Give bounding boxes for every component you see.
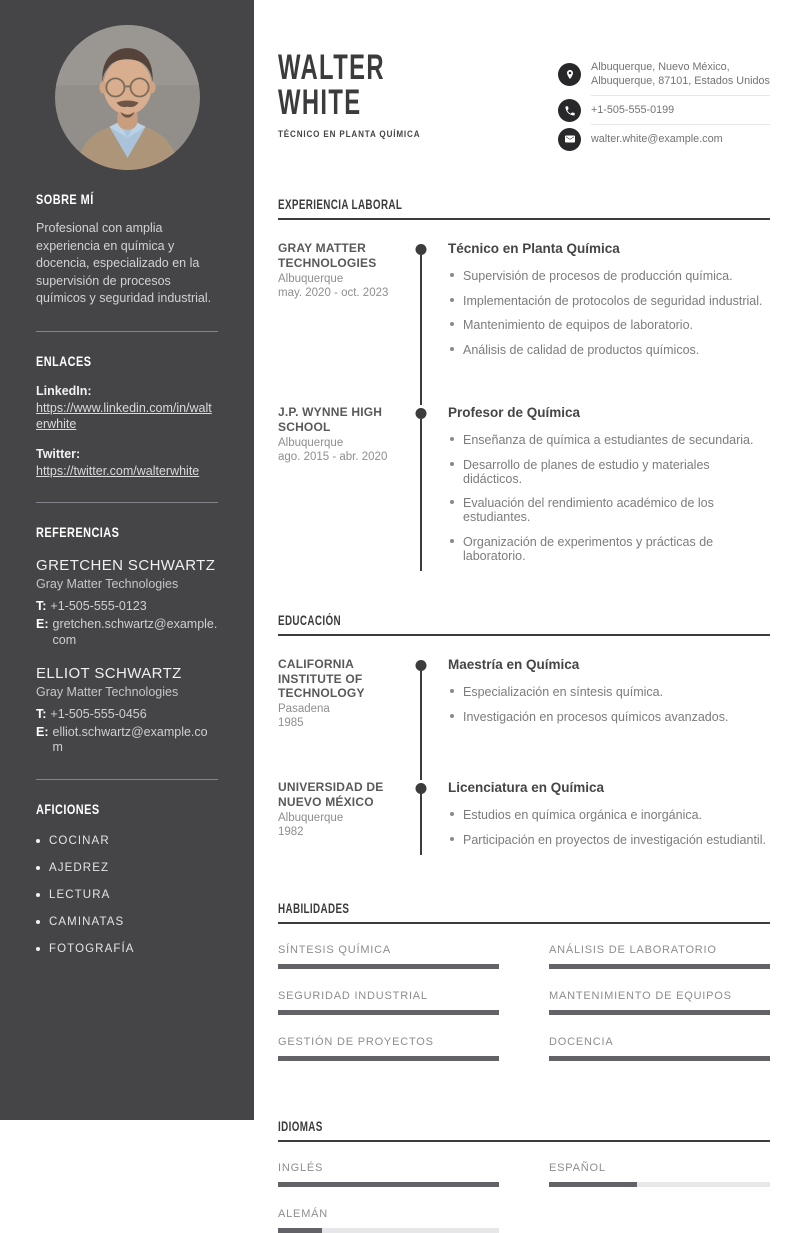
timeline-dot [416, 783, 427, 794]
bullet-icon [450, 714, 454, 718]
language-bar [549, 1182, 770, 1187]
entry-bullets [436, 808, 770, 847]
bullet-item [450, 269, 770, 283]
entry-content [436, 241, 770, 367]
hobby-label: COCINAR [49, 835, 110, 847]
bullet-text: Investigación en procesos químicos avanzados. [463, 709, 729, 724]
languages-grid [278, 1162, 770, 1233]
reference-phone: +1-505-555-0456 [50, 707, 147, 722]
entry-company: GRAY MATTER TECHNOLOGIES [278, 241, 377, 270]
bullet-icon [450, 812, 454, 816]
envelope-icon [558, 128, 581, 151]
entry-content [436, 405, 770, 573]
bullet-text: Evaluación del rendimiento académico de los estudiantes. [463, 496, 714, 525]
skill-bar-fill [278, 1056, 499, 1061]
location-line1: Albuquerque, Nuevo México, [591, 61, 730, 73]
entry-bullets [436, 269, 770, 357]
language-bar [278, 1228, 499, 1233]
timeline-line [420, 249, 422, 405]
job-title-text: TÉCNICO EN PLANTA QUÍMICA [278, 129, 421, 140]
bullet-text: Enseñanza de química a estudiantes de secundaria. [463, 433, 754, 448]
twitter-link[interactable]: https://twitter.com/walterwhite [36, 464, 200, 478]
reference-phone: +1-505-555-0123 [50, 599, 147, 614]
bullet-icon [450, 437, 454, 441]
link-item-linkedin [36, 384, 218, 433]
main-content [254, 0, 794, 1221]
entry-content [436, 657, 770, 734]
contact-location [591, 53, 770, 96]
languages-section [278, 1119, 770, 1233]
bullet-icon [450, 322, 454, 326]
bullet-icon [450, 298, 454, 302]
location-pin-icon [558, 63, 581, 86]
skill-item [278, 944, 499, 969]
links-title [36, 353, 218, 369]
entry-meta [278, 780, 406, 857]
language-bar-fill [278, 1228, 322, 1233]
bullet-item [450, 318, 770, 332]
contact-block [558, 53, 770, 153]
skill-bar-fill [278, 1010, 499, 1015]
bullet-item [450, 496, 770, 524]
language-label: INGLÉS [278, 1162, 324, 1175]
bullet-icon [450, 462, 454, 466]
skill-bar-fill [549, 1010, 770, 1015]
entry-meta [278, 241, 406, 367]
reference-phone-row [36, 599, 218, 615]
entry-degree: Licenciatura en Química [448, 780, 605, 796]
bullet-item [450, 685, 770, 699]
skill-label: DOCENCIA [549, 1036, 614, 1049]
experience-entries [278, 241, 770, 573]
education-title-text: EDUCACIÓN [278, 613, 341, 629]
bullet-item [450, 535, 770, 563]
timeline-dot [416, 660, 427, 671]
language-bar [278, 1182, 499, 1187]
experience-title [278, 197, 770, 212]
skill-label: GESTIÓN DE PROYECTOS [278, 1036, 434, 1049]
entry-dates: 1982 [278, 825, 304, 838]
education-section [278, 613, 770, 857]
bullet-icon [36, 920, 40, 924]
entry-school: UNIVERSIDAD DE NUEVO MÉXICO [278, 780, 384, 809]
about-text: Profesional con amplia experiencia en química y docencia, especializado en la supervisión de procesos químicos y seguridad industrial. [36, 221, 212, 305]
bullet-icon [450, 837, 454, 841]
skills-grid [278, 944, 770, 1061]
bullet-icon [450, 689, 454, 693]
profile-photo-illustration [55, 25, 200, 170]
language-label: ALEMÁN [278, 1208, 329, 1221]
timeline-dot [416, 244, 427, 255]
bullet-icon [450, 273, 454, 277]
skill-bar [278, 1056, 499, 1061]
link-item-twitter [36, 447, 218, 479]
bullet-icon [450, 500, 454, 504]
entry-role: Profesor de Química [448, 405, 581, 421]
skill-item [549, 944, 770, 969]
references-section [36, 524, 218, 756]
phone-label: T: [36, 599, 47, 614]
education-entry [278, 780, 770, 857]
entry-bullets [436, 685, 770, 724]
about-section [36, 191, 218, 308]
bullet-icon [36, 893, 40, 897]
education-entry [278, 657, 770, 780]
entry-role: Técnico en Planta Química [448, 241, 620, 257]
bullet-icon [36, 947, 40, 951]
timeline-dot [416, 408, 427, 419]
skill-label: ANÁLISIS DE LABORATORIO [549, 944, 717, 957]
timeline [406, 241, 436, 367]
timeline [406, 657, 436, 734]
reference-email-row [36, 617, 218, 648]
entry-location: Pasadena [278, 703, 330, 716]
language-item [278, 1162, 499, 1187]
location-line2: Albuquerque, 87101, Estados Unidos [591, 75, 770, 88]
language-label: ESPAÑOL [549, 1162, 606, 1175]
link-label: Twitter: [36, 447, 81, 461]
entry-content [436, 780, 770, 857]
hobby-label: LECTURA [49, 889, 111, 901]
language-bar-fill [278, 1182, 499, 1187]
reference-email-row [36, 725, 218, 756]
entry-dates: 1985 [278, 717, 304, 730]
links-title-text: ENLACES [36, 352, 92, 369]
sidebar-divider [36, 502, 218, 503]
references-title [36, 524, 218, 540]
timeline [406, 780, 436, 857]
experience-section [278, 197, 770, 573]
bullet-text: Estudios en química orgánica e inorgánica. [463, 808, 703, 823]
hobby-item [36, 889, 218, 901]
entry-bullets [436, 433, 770, 563]
hobby-label: CAMINATAS [49, 916, 125, 928]
sidebar-divider [36, 331, 218, 332]
hobbies-title-text: AFICIONES [36, 801, 100, 817]
phone-icon [558, 99, 581, 122]
email-label: E: [36, 616, 49, 631]
skill-item [278, 1036, 499, 1061]
bullet-text: Supervisión de procesos de producción química. [463, 269, 733, 284]
bullet-item [450, 833, 770, 847]
bullet-text: Implementación de protocolos de seguridad industrial. [463, 293, 763, 308]
languages-title-text: IDIOMAS [278, 1119, 323, 1135]
bullet-item [450, 710, 770, 724]
bullet-item [450, 343, 770, 357]
page-title [278, 50, 446, 120]
entry-company: J.P. WYNNE HIGH SCHOOL [278, 405, 383, 434]
bullet-text: Mantenimiento de equipos de laboratorio. [463, 318, 694, 333]
reference-email: elliot.schwartz@example.com [52, 724, 208, 755]
section-rule [278, 218, 770, 220]
skill-bar-fill [278, 964, 499, 969]
entry-dates: may. 2020 - oct. 2023 [278, 286, 389, 299]
education-title [278, 613, 770, 628]
skill-item [278, 990, 499, 1015]
references-title-text: REFERENCIAS [36, 524, 120, 541]
education-entries [278, 657, 770, 857]
hobby-label: FOTOGRAFÍA [49, 943, 135, 955]
contact-location-row [558, 53, 770, 96]
profile-photo [55, 25, 200, 170]
bullet-icon [450, 539, 454, 543]
entry-school: CALIFORNIA INSTITUTE OF TECHNOLOGY [278, 657, 365, 700]
entry-meta [278, 657, 406, 734]
experience-entry [278, 405, 770, 573]
bullet-icon [450, 347, 454, 351]
timeline-line [420, 788, 422, 855]
sidebar [0, 0, 254, 1120]
name-block [278, 50, 446, 153]
reference-name: ELLIOT SCHWARTZ [36, 665, 182, 683]
bullet-item [450, 458, 770, 486]
entry-degree: Maestría en Química [448, 657, 580, 673]
about-title [36, 191, 218, 207]
timeline [406, 405, 436, 573]
experience-title-text: EXPERIENCIA LABORAL [278, 197, 403, 213]
timeline-line [420, 665, 422, 780]
skill-label: MANTENIMIENTO DE EQUIPOS [549, 990, 732, 1003]
bullet-text: Participación en proyectos de investigación estudiantil. [463, 832, 766, 847]
contact-email: walter.white@example.com [591, 133, 723, 146]
entry-meta [278, 405, 406, 573]
skill-bar [549, 1056, 770, 1061]
skill-label: SÍNTESIS QUÍMICA [278, 944, 392, 957]
reference-name: GRETCHEN SCHWARTZ [36, 557, 216, 575]
bullet-text: Especialización en síntesis química. [463, 685, 664, 700]
bullet-icon [36, 839, 40, 843]
skill-bar [549, 964, 770, 969]
bullet-item [450, 294, 770, 308]
skill-item [549, 1036, 770, 1061]
skill-bar-fill [549, 964, 770, 969]
bullet-icon [36, 866, 40, 870]
reference-company: Gray Matter Technologies [36, 685, 179, 700]
entry-location: Albuquerque [278, 272, 344, 285]
skill-bar [549, 1010, 770, 1015]
entry-location: Albuquerque [278, 811, 344, 824]
hobby-item [36, 835, 218, 847]
skill-bar-fill [549, 1056, 770, 1061]
skill-bar [278, 1010, 499, 1015]
bullet-text: Desarrollo de planes de estudio y materiales didácticos. [463, 457, 710, 486]
section-rule [278, 634, 770, 636]
job-title [278, 129, 446, 140]
language-bar-fill [549, 1182, 637, 1187]
section-rule [278, 1140, 770, 1142]
about-title-text: SOBRE MÍ [36, 191, 94, 207]
first-name: WALTER [278, 48, 385, 87]
link-label: LinkedIn: [36, 383, 92, 398]
hobby-item [36, 916, 218, 928]
skills-title [278, 901, 770, 916]
links-section [36, 353, 218, 480]
hobby-label: AJEDREZ [49, 862, 110, 874]
timeline-line [420, 413, 422, 571]
contact-phone-row [558, 96, 770, 125]
contact-email-row [558, 125, 770, 153]
linkedin-link[interactable]: https://www.linkedin.com/in/walterwhite [36, 400, 212, 431]
reference-item [36, 665, 218, 756]
reference-item [36, 557, 218, 648]
hobbies-title [36, 801, 218, 817]
entry-dates: ago. 2015 - abr. 2020 [278, 450, 388, 463]
skills-title-text: HABILIDADES [278, 901, 350, 917]
skill-label: SEGURIDAD INDUSTRIAL [278, 990, 428, 1003]
languages-title [278, 1119, 770, 1134]
email-label: E: [36, 724, 49, 739]
last-name: WHITE [278, 83, 362, 122]
entry-location: Albuquerque [278, 436, 344, 449]
hobbies-list [36, 835, 218, 955]
hobby-item [36, 943, 218, 955]
reference-phone-row [36, 707, 218, 723]
bullet-item [450, 808, 770, 822]
bullet-item [450, 433, 770, 447]
resume-header [278, 50, 770, 153]
bullet-text: Organización de experimentos y prácticas de laboratorio. [463, 534, 714, 563]
hobbies-section [36, 801, 218, 955]
section-rule [278, 922, 770, 924]
skill-item [549, 990, 770, 1015]
skill-bar [278, 964, 499, 969]
skills-section [278, 901, 770, 1061]
reference-company: Gray Matter Technologies [36, 577, 179, 592]
experience-entry [278, 241, 770, 405]
sidebar-divider [36, 779, 218, 780]
contact-phone: +1-505-555-0199 [591, 96, 770, 125]
language-item [278, 1208, 499, 1233]
hobby-item [36, 862, 218, 874]
reference-email: gretchen.schwartz@example.com [52, 616, 218, 647]
language-item [549, 1162, 770, 1187]
bullet-text: Análisis de calidad de productos químicos. [463, 342, 700, 357]
phone-label: T: [36, 707, 47, 722]
